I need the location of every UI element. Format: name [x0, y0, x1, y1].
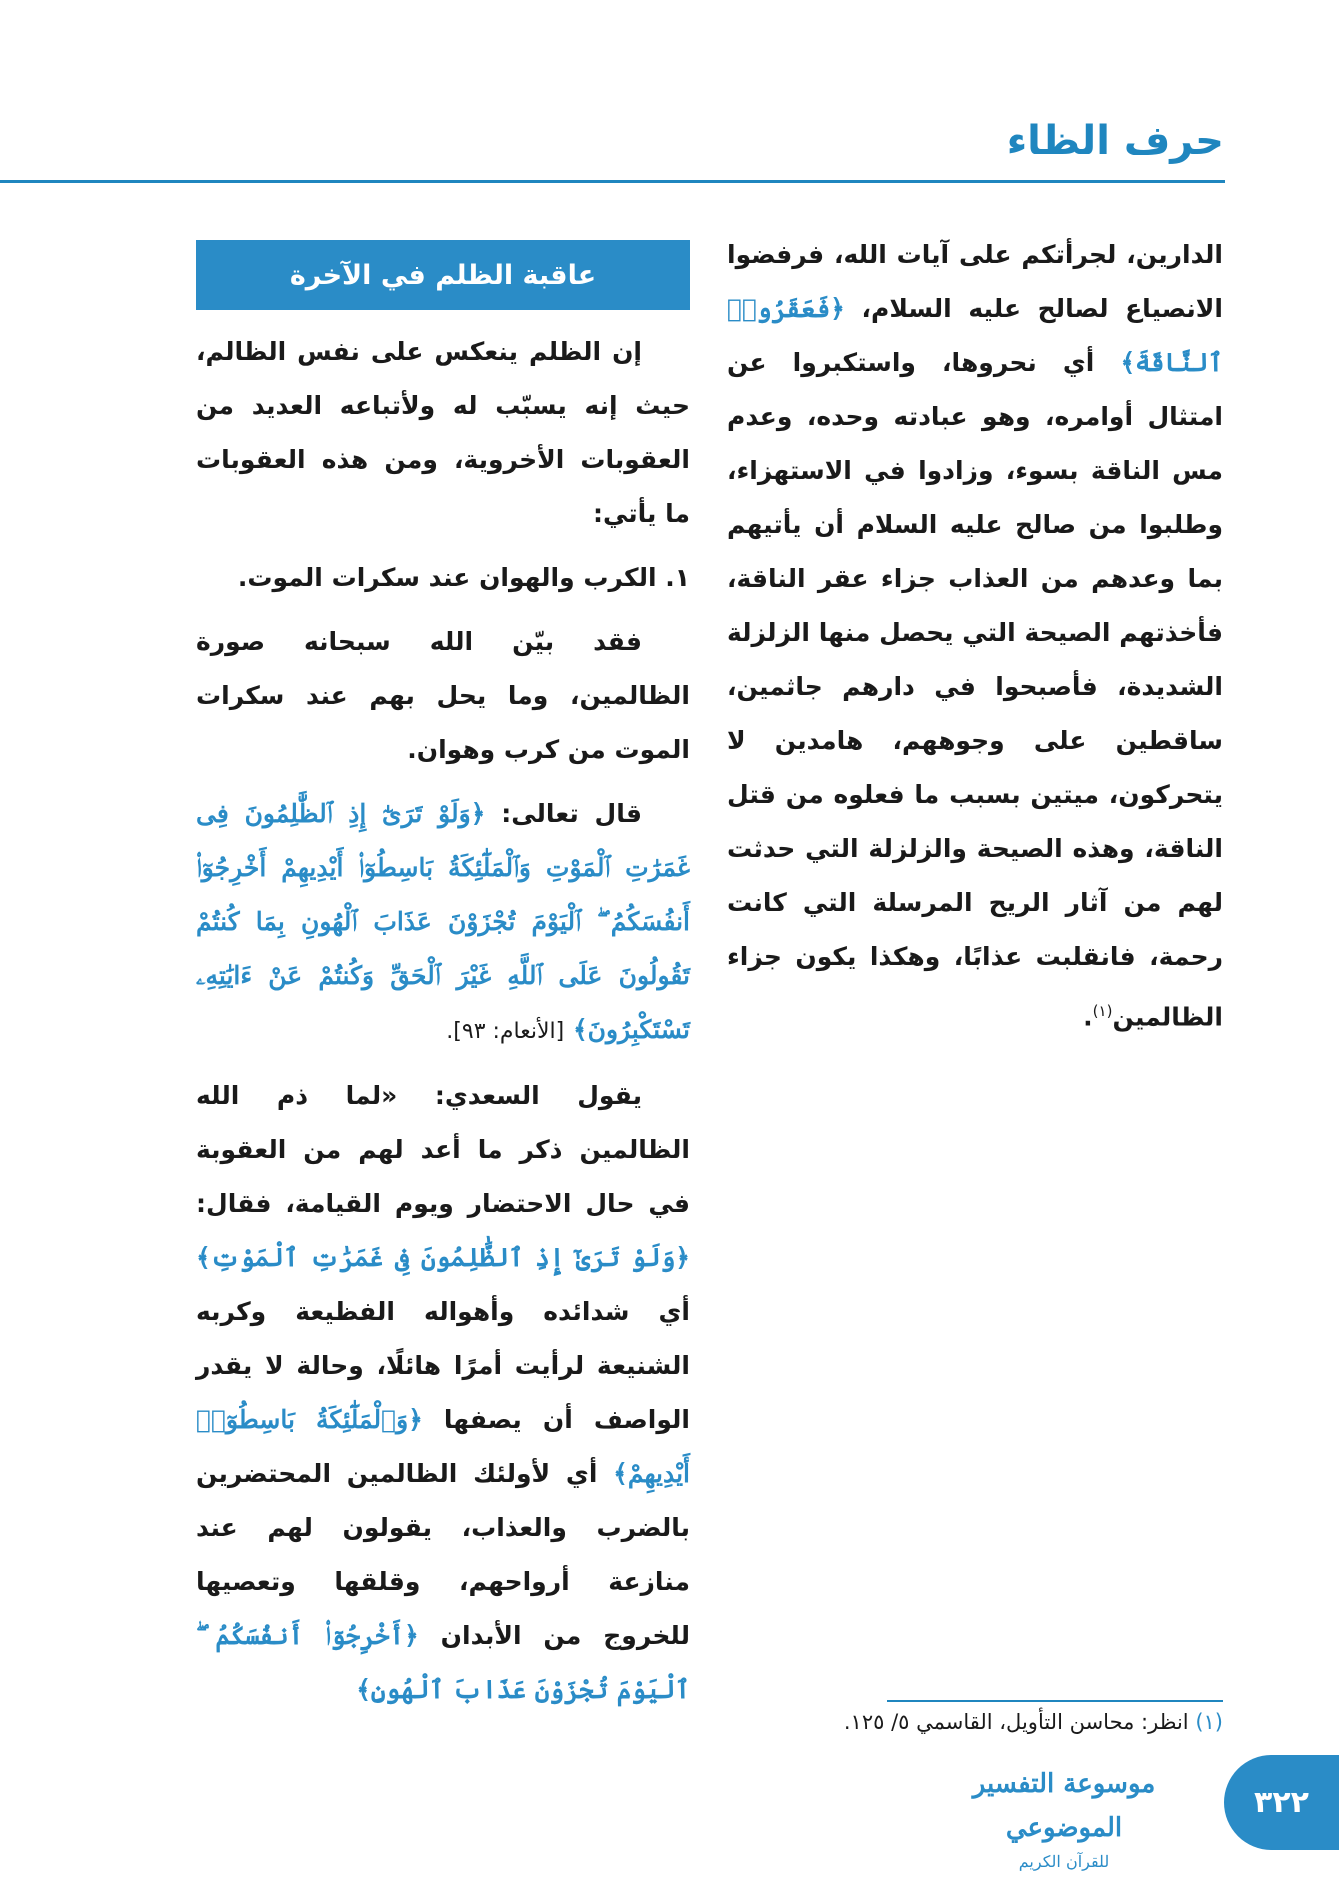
encyclopedia-logo: موسوعة التفسير الموضوعي للقرآن الكريم — [972, 1769, 1156, 1871]
list-item: ١. الكرب والهوان عند سكرات الموت. — [237, 563, 690, 592]
paragraph: فقد بيّن الله سبحانه صورة الظالمين، وما يحل بهم عند سكرات الموت من كرب وهوان. — [196, 627, 690, 764]
quran-bracket-open-icon: ﴿ — [830, 294, 845, 323]
quran-verse: وَلَوْ تَرَىٰٓ إِذِ ٱلظَّٰلِمُونَ فِى غَمَرَٰتِ ٱلْمَوْتِ وَٱلْمَلَٰٓئِكَةُ بَاسِطُوٓا۟ أَيْدِيهِمْ أَخْرِجُوٓا۟ أَنفُسَكُمُ ۖ ٱلْيَوْمَ تُجْزَوْنَ عَذَابَ ٱلْهُونِ بِمَا كُنتُمْ تَقُولُونَ عَلَى ٱللَّهِ غَيْرَ ٱلْحَقِّ وَكُنتُمْ عَنْ ءَايَٰتِهِۦ تَسْتَكْبِرُونَ — [196, 799, 690, 1044]
page-number: ٣٢٢ — [1224, 1755, 1339, 1850]
paragraph: إن الظلم ينعكس على نفس الظالم، حيث إنه يسبّب له ولأتباعه العديد من العقوبات الأخروية، ومن هذه العقوبات ما يأتي: — [196, 337, 690, 528]
header-divider — [0, 180, 1225, 183]
footnote-marker[interactable]: (١) — [1092, 1002, 1113, 1020]
footnote-number: (١) — [1195, 1710, 1223, 1734]
verse-reference: [الأنعام: ٩٣]. — [446, 1019, 565, 1044]
quran-bracket-close-icon: ﴾ — [1120, 348, 1136, 377]
right-column — [727, 228, 1223, 1054]
paragraph: الدارين، لجرأتكم على آيات الله، فرفضوا الانصياع لصالح عليه السلام، ﴿فَعَقَرُوا۟ ٱلنَّاقَةَ﴾ أي نحروها، واستكبروا عن امتثال أوامره، وهو عبادته وحده، وعدم مس الناقة بسوء، وزادوا في الاستهزاء، وطلبوا من صالح عليه السلام أن يأتيهم بما وعدهم من العذاب جزاء عقر الناقة، فأخذتهم الصيحة التي يحصل منها الزلزلة الشديدة، فأصبحوا في دارهم جاثمين، ساقطين على وجوههم، هامدين لا يتحركون، ميتين بسبب ما فعلوه من قتل الناقة، وهذه الصيحة والزلزلة التي حدثت لهم من آثار الريح المرسلة التي كانت رحمة، فانقلبت عذابًا، وهكذا يكون جزاء الظالمين$^{(١)}$. — [727, 240, 1223, 1032]
quran-verse: وَلَوْ تَرَىٰٓ إِذِ ٱلظَّٰلِمُونَ فِى غَمَرَٰتِ ٱلْمَوْتِ — [210, 1243, 676, 1272]
quran-verse: فَعَقَرُوا۟ ٱلنَّاقَةَ — [727, 294, 1223, 377]
section-heading: عاقبة الظلم في الآخرة — [196, 240, 690, 310]
quran-bracket-close-icon: ﴾ — [572, 1015, 588, 1044]
quran-verse: أَخْرِجُوٓا۟ أَنفُسَكُمُ ۖ ٱلْيَوْمَ تُجْزَوْنَ عَذَابَ ٱلْهُونِ — [196, 1621, 690, 1704]
paragraph: يقول السعدي: «لما ذم الله الظالمين ذكر ما أعد لهم من العقوبة في حال الاحتضار ويوم القيامة، فقال: ﴿وَلَوْ تَرَىٰٓ إِذِ ٱلظَّٰلِمُونَ فِى غَمَرَٰتِ ٱلْمَوْتِ﴾ أي شدائده وأهواله الفظيعة وكربه الشنيعة لرأيت أمرًا هائلًا، وحالة لا يقدر الواصف أن يصفها ﴿وَٱلْمَلَٰٓئِكَةُ بَاسِطُوٓا۟ أَيْدِيهِمْ﴾ أي لأولئك الظالمين المحتضرين بالضرب والعذاب، يقولون لهم عند منازعة أرواحهم، وقلقها وتعصيها للخروج من الأبدان ﴿أَخْرِجُوٓا۟ أَنفُسَكُمُ ۖ ٱلْيَوْمَ تُجْزَوْنَ عَذَابَ ٱلْهُونِ﴾ — [196, 1081, 690, 1704]
left-column — [196, 325, 690, 1727]
paragraph: قال تعالى: ﴿وَلَوْ تَرَىٰٓ إِذِ ٱلظَّٰلِمُونَ فِى غَمَرَٰتِ ٱلْمَوْتِ وَٱلْمَلَٰٓئِكَةُ بَاسِطُوٓا۟ أَيْدِيهِمْ أَخْرِجُوٓا۟ أَنفُسَكُمُ ۖ ٱلْيَوْمَ تُجْزَوْنَ عَذَابَ ٱلْهُونِ بِمَا كُنتُمْ تَقُولُونَ عَلَى ٱللَّهِ غَيْرَ ٱلْحَقِّ وَكُنتُمْ عَنْ ءَايَٰتِهِۦ تَسْتَكْبِرُونَ﴾ [الأنعام: ٩٣]. — [196, 799, 690, 1044]
footnote-divider — [887, 1700, 1223, 1702]
quran-bracket-open-icon: ﴿ — [470, 799, 486, 828]
quran-verse: وَٱلْمَلَٰٓئِكَةُ بَاسِطُوٓا۟ أَيْدِيهِمْ — [196, 1405, 690, 1488]
footnote-text: انظر: محاسن التأويل، القاسمي ٥/ ١٢٥. — [843, 1710, 1189, 1734]
footnote — [723, 1710, 1223, 1734]
chapter-title: حرف الظاء — [1006, 118, 1224, 164]
